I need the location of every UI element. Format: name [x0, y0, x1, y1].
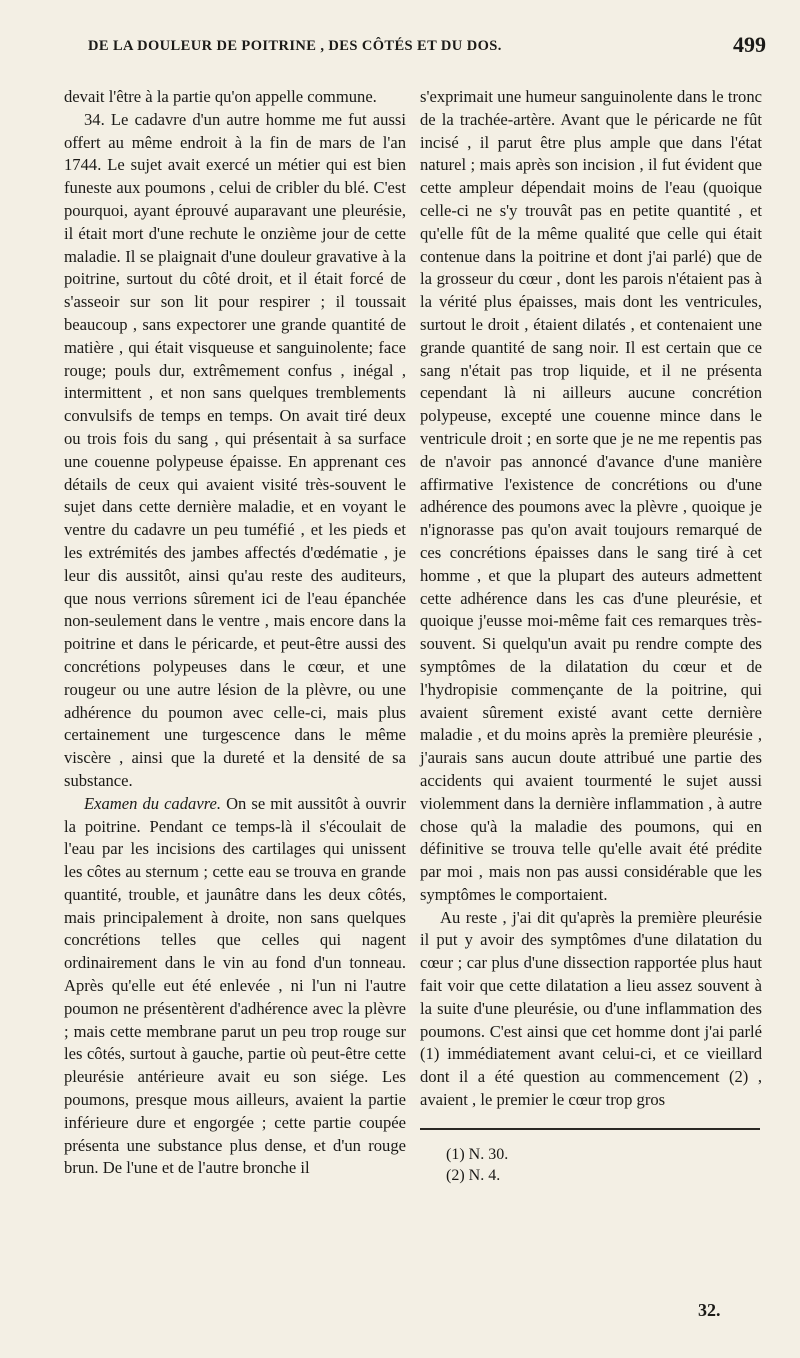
left-column [64, 86, 406, 1180]
examination-text: On se mit aussitôt à ouvrir la poitrine. Pendant ce temps-là il s'écoulait de l'eau par les incisions des cartilages qui unissent les côtes au sternum ; cette eau se trouva en grande quantité, trouble, et jaunâtre dans les deux côtés, mais principalement à droite, non sans quelques concrétions telles que celles qui nagent ordinairement dans le vin au fond d'un tonneau. Après qu'elle eut été enlevée , ni l'un ni l'autre poumon ne présentèrent d'adhérence avec la plèvre ; mais cette membrane parut un peu trop rouge sur les côtés, surtout à gauche, partie où peut-être cette pleurésie antérieure avait eu son siége. Les poumons, presque mous ailleurs, avaient la partie inférieure dure et engorgée ; cette partie coupée présenta une substance plus dense, et d'un rouge brun. De l'une et de l'autre bronche il [64, 793, 406, 1178]
page-header [60, 34, 770, 66]
paragraph-continued: s'exprimait une humeur sanguinolente dans le tronc de la trachée-artère. Avant que le péricarde ne fût incisé , il parut être plus ample que dans l'état naturel ; mais après son incision , il fut évident que cette ampleur dépendait moins de l'eau (quoique celle-ci ne s'y trouvât pas en petite quantité , et qu'elle fût de la même qualité que celle qui était contenue dans la poitrine et dont j'ai parlé) que de la grosseur du cœur , dont les parois n'étaient pas à la vérité plus épaisses, mais dont les ventricules, surtout le droit , étaient dilatés , et contenaient une grande quantité de sang noir. Il est certain que ce sang n'était pas trop liquide, et il ne présenta cependant là ni ailleurs aucune concrétion polypeuse, excepté une couenne mince dans le ventricule droit ; en sorte que je ne me repentis pas de n'avoir pas annoncé d'avance d'une manière affirmative l'existence de concrétions ou d'une adhérence des poumons avec la plèvre , quoique je n'ignorasse pas qu'on avait toujours remarqué de ces concrétions épaisses dans le sang tiré à cet homme , et que la plupart des auteurs admettent cette adhérence dans les cas d'une pleurésie, et quoique j'eusse moi-même fait ces remarques très-souvent. Si quelqu'un avait pu rendre compte des symptômes de la dilatation du cœur et de l'hydropisie commençante de la poitrine, qui avaient sûrement existé avant cette dernière maladie , et du moins après la première pleurésie , j'aurais sans aucun doute attribué une partie des accidents qui avaient tourmenté le sujet aussi violemment dans la dernière inflammation , à autre chose qu'à la maladie des poumons, qui en définitive se trouva telle qu'elle avait été prédite par moi , mais non pas aussi considérable que les symptômes le comportaient. [420, 87, 762, 904]
footnote-1: (1) N. 30. [446, 1145, 509, 1163]
footnote-2: (2) N. 4. [446, 1166, 501, 1184]
paragraph-continuation: devait l'être à la partie qu'on appelle commune. [64, 87, 377, 106]
paragraph-case-34: 34. Le cadavre d'un autre homme me fut aussi offert au même endroit à la fin de mars de l'an 1744. Le sujet avait exercé un métier qui est bien funeste aux poumons , celui de cribler du blé. C'est pourquoi, ayant éprouvé auparavant une pleurésie, il était mort d'une rechute le onzième jour de cette maladie. Il se plaignait d'une douleur gravative à la poitrine, surtout du côté droit, et il était forcé de s'asseoir sur son lit pour respirer ; il toussait beaucoup , sans expectorer une grande quantité de matière , qui était visqueuse et sanguinolente; face rouge; pouls dur, extrêmement confus , inégal , intermittent , et non sans quelques tremblements convulsifs de temps en temps. On avait tiré deux ou trois fois du sang , qui présentait à sa surface une couenne polypeuse épaisse. En apprenant ces détails de ceux qui avaient visité très-souvent le sujet dans cette dernière maladie, et en voyant le ventre du cadavre un peu tuméfié , et les pieds et les extrémités des jambes affectés d'œdématie , je leur dis aussitôt, ainsi qu'au reste des auditeurs, que nous verrions sûrement ici de l'eau épanchée non-seulement dans le ventre , mais encore dans la poitrine et dans le péricarde, et peut-être aussi des concrétions polypeuses dans le cœur, et une rougeur ou une autre lésion de la plèvre, ou une adhérence du poumon avec celle-ci, mais plus certainement une turgescence dans le même viscère , ainsi que la dureté et la densité de sa substance. [64, 109, 406, 790]
running-head: DE LA DOULEUR DE POITRINE , DES CÔTÉS ET DU DOS. [88, 38, 502, 54]
page-number: 499 [733, 32, 766, 57]
section-heading-examen: Examen du cadavre. [84, 793, 222, 813]
footnotes [420, 1144, 762, 1186]
footnote-rule [420, 1128, 760, 1130]
right-column [420, 86, 762, 1186]
signature-mark: 32. [698, 1300, 721, 1320]
paragraph-examination [64, 793, 406, 1181]
paragraph-au-reste: Au reste , j'ai dit qu'après la première pleurésie il put y avoir des symptômes d'une dilatation du cœur ; car plus d'une dissection rapportée plus haut fait voir que cette dilatation a lieu assez souvent à la suite d'une pleurésie, ou d'une inflammation des poumons. C'est ainsi que cet homme dont j'ai parlé (1) immédiatement avant celui-ci, et ce vieillard dont il a été question au commencement (2) , avaient , le premier le cœur trop gros [420, 907, 762, 1110]
